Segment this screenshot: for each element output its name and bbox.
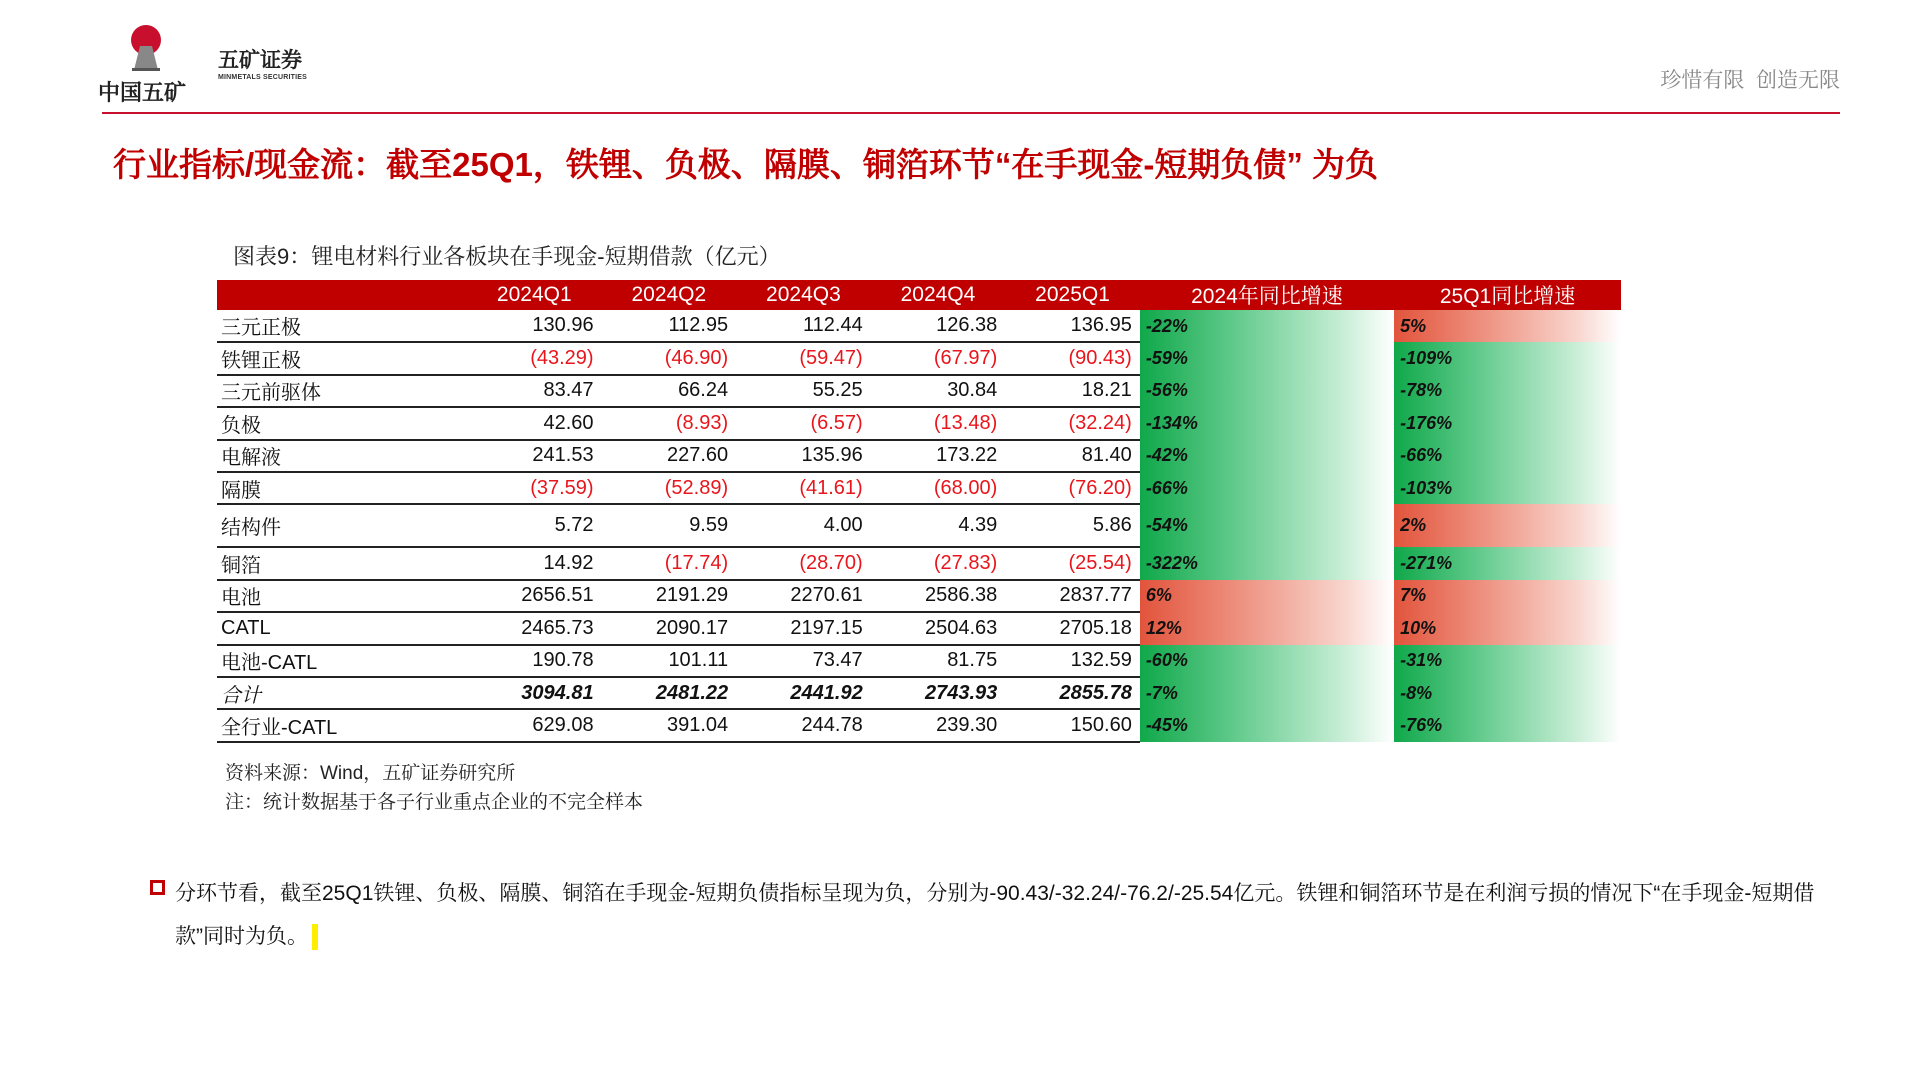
table-header-row bbox=[217, 280, 1621, 310]
yoy-25q1-cell: 2% bbox=[1394, 504, 1621, 547]
summary-text: 分环节看，截至25Q1铁锂、负极、隔膜、铜箔在手现金-短期负债指标呈现为负，分别为-90.43/-32.24/-76.2/-25.54亿元。铁锂和铜箔环节是在利润亏损的情况下“在手现金-短期借款”同时为负。 bbox=[175, 882, 1815, 948]
value-cell: (25.54) bbox=[1005, 547, 1140, 579]
yoy-2024-cell: -59% bbox=[1140, 342, 1394, 374]
value-cell: (67.97) bbox=[871, 342, 1006, 374]
table-caption: 图表9：锂电材料行业各板块在手现金-短期借款（亿元） bbox=[233, 244, 781, 269]
row-label: 结构件 bbox=[217, 504, 467, 547]
slide-title: 行业指标/现金流：截至25Q1，铁锂、负极、隔膜、铜箔环节“在手现金-短期负债” 为负 bbox=[113, 146, 1379, 183]
value-cell: 81.40 bbox=[1005, 440, 1140, 472]
logo-text: 中国五矿 bbox=[98, 80, 187, 105]
yoy-2024-cell: -56% bbox=[1140, 375, 1394, 407]
value-cell: 14.92 bbox=[467, 547, 602, 579]
table-row bbox=[217, 375, 1621, 407]
value-cell: (8.93) bbox=[602, 407, 737, 439]
table-row bbox=[217, 677, 1621, 709]
value-cell: 4.00 bbox=[736, 504, 871, 547]
value-cell: 18.21 bbox=[1005, 375, 1140, 407]
row-label: 铁锂正极 bbox=[217, 342, 467, 374]
row-label: 电解液 bbox=[217, 440, 467, 472]
value-cell: 9.59 bbox=[602, 504, 737, 547]
yoy-2024-cell: -7% bbox=[1140, 677, 1394, 709]
value-cell: (43.29) bbox=[467, 342, 602, 374]
value-cell: 101.11 bbox=[602, 645, 737, 677]
china-minmetals-logo bbox=[98, 24, 198, 104]
column-header bbox=[217, 280, 467, 310]
row-label: 电池-CATL bbox=[217, 645, 467, 677]
value-cell: 83.47 bbox=[467, 375, 602, 407]
column-header: 2024Q2 bbox=[602, 280, 737, 310]
value-cell: 2197.15 bbox=[736, 612, 871, 644]
value-cell: (32.24) bbox=[1005, 407, 1140, 439]
yoy-25q1-cell: -103% bbox=[1394, 472, 1621, 504]
table-row bbox=[217, 310, 1621, 342]
header-divider bbox=[102, 112, 1840, 114]
yoy-25q1-cell: 10% bbox=[1394, 612, 1621, 644]
value-cell: (52.89) bbox=[602, 472, 737, 504]
value-cell: 2837.77 bbox=[1005, 580, 1140, 612]
row-label: 电池 bbox=[217, 580, 467, 612]
value-cell: 2191.29 bbox=[602, 580, 737, 612]
row-label: 三元前驱体 bbox=[217, 375, 467, 407]
yoy-25q1-cell: -176% bbox=[1394, 407, 1621, 439]
table-row bbox=[217, 612, 1621, 644]
value-cell: (6.57) bbox=[736, 407, 871, 439]
value-cell: (27.83) bbox=[871, 547, 1006, 579]
yoy-2024-cell: -45% bbox=[1140, 709, 1394, 741]
value-cell: 2270.61 bbox=[736, 580, 871, 612]
row-label: 全行业-CATL bbox=[217, 709, 467, 741]
value-cell: 2441.92 bbox=[736, 677, 871, 709]
value-cell: 239.30 bbox=[871, 709, 1006, 741]
yoy-2024-cell: -54% bbox=[1140, 504, 1394, 547]
value-cell: (13.48) bbox=[871, 407, 1006, 439]
value-cell: 2090.17 bbox=[602, 612, 737, 644]
value-cell: 55.25 bbox=[736, 375, 871, 407]
value-cell: 3094.81 bbox=[467, 677, 602, 709]
value-cell: 132.59 bbox=[1005, 645, 1140, 677]
table-row bbox=[217, 709, 1621, 741]
slogan: 珍惜有限 创造无限 bbox=[1660, 69, 1840, 92]
value-cell: (41.61) bbox=[736, 472, 871, 504]
value-cell: (28.70) bbox=[736, 547, 871, 579]
value-cell: 135.96 bbox=[736, 440, 871, 472]
value-cell: (90.43) bbox=[1005, 342, 1140, 374]
table-row bbox=[217, 472, 1621, 504]
yoy-2024-cell: -134% bbox=[1140, 407, 1394, 439]
yoy-25q1-cell: -78% bbox=[1394, 375, 1621, 407]
column-header: 25Q1同比增速 bbox=[1394, 280, 1621, 310]
emblem-icon bbox=[126, 24, 166, 72]
column-header: 2024Q1 bbox=[467, 280, 602, 310]
value-cell: (17.74) bbox=[602, 547, 737, 579]
value-cell: (46.90) bbox=[602, 342, 737, 374]
value-cell: 112.95 bbox=[602, 310, 737, 342]
column-header: 2024Q4 bbox=[871, 280, 1006, 310]
value-cell: 2481.22 bbox=[602, 677, 737, 709]
row-label: 铜箔 bbox=[217, 547, 467, 579]
value-cell: 73.47 bbox=[736, 645, 871, 677]
yoy-2024-cell: -42% bbox=[1140, 440, 1394, 472]
value-cell: 126.38 bbox=[871, 310, 1006, 342]
bullet-square-icon bbox=[150, 880, 165, 895]
value-cell: 2504.63 bbox=[871, 612, 1006, 644]
cash-table bbox=[217, 280, 1621, 743]
table-row bbox=[217, 407, 1621, 439]
yoy-2024-cell: -66% bbox=[1140, 472, 1394, 504]
yoy-2024-cell: 12% bbox=[1140, 612, 1394, 644]
value-cell: (59.47) bbox=[736, 342, 871, 374]
value-cell: (76.20) bbox=[1005, 472, 1140, 504]
source-note: 资料来源：Wind，五矿证券研究所 bbox=[225, 763, 516, 784]
table-row bbox=[217, 645, 1621, 677]
yoy-25q1-cell: -76% bbox=[1394, 709, 1621, 741]
value-cell: (37.59) bbox=[467, 472, 602, 504]
yoy-25q1-cell: 7% bbox=[1394, 580, 1621, 612]
yoy-25q1-cell: -66% bbox=[1394, 440, 1621, 472]
summary-paragraph bbox=[175, 872, 1825, 958]
sample-note: 注：统计数据基于各子行业重点企业的不完全样本 bbox=[225, 792, 644, 813]
value-cell: 2855.78 bbox=[1005, 677, 1140, 709]
value-cell: 2743.93 bbox=[871, 677, 1006, 709]
value-cell: 629.08 bbox=[467, 709, 602, 741]
value-cell: 173.22 bbox=[871, 440, 1006, 472]
value-cell: (68.00) bbox=[871, 472, 1006, 504]
brand-name-en: MINMETALS SECURITIES bbox=[218, 74, 308, 81]
value-cell: 42.60 bbox=[467, 407, 602, 439]
row-label: 合计 bbox=[217, 677, 467, 709]
value-cell: 244.78 bbox=[736, 709, 871, 741]
value-cell: 190.78 bbox=[467, 645, 602, 677]
text-cursor bbox=[312, 924, 318, 950]
value-cell: 227.60 bbox=[602, 440, 737, 472]
value-cell: 150.60 bbox=[1005, 709, 1140, 741]
table-row bbox=[217, 342, 1621, 374]
row-label: 三元正极 bbox=[217, 310, 467, 342]
value-cell: 30.84 bbox=[871, 375, 1006, 407]
yoy-2024-cell: -22% bbox=[1140, 310, 1394, 342]
table-row bbox=[217, 440, 1621, 472]
row-label: 隔膜 bbox=[217, 472, 467, 504]
value-cell: 2465.73 bbox=[467, 612, 602, 644]
table-row bbox=[217, 580, 1621, 612]
value-cell: 2656.51 bbox=[467, 580, 602, 612]
value-cell: 112.44 bbox=[736, 310, 871, 342]
yoy-25q1-cell: 5% bbox=[1394, 310, 1621, 342]
value-cell: 81.75 bbox=[871, 645, 1006, 677]
brand-name: 五矿证券 bbox=[218, 49, 302, 72]
value-cell: 241.53 bbox=[467, 440, 602, 472]
yoy-25q1-cell: -271% bbox=[1394, 547, 1621, 579]
yoy-25q1-cell: -31% bbox=[1394, 645, 1621, 677]
value-cell: 4.39 bbox=[871, 504, 1006, 547]
value-cell: 5.72 bbox=[467, 504, 602, 547]
yoy-2024-cell: 6% bbox=[1140, 580, 1394, 612]
value-cell: 136.95 bbox=[1005, 310, 1140, 342]
value-cell: 5.86 bbox=[1005, 504, 1140, 547]
yoy-25q1-cell: -109% bbox=[1394, 342, 1621, 374]
row-label: CATL bbox=[217, 612, 467, 644]
table-row bbox=[217, 504, 1621, 547]
value-cell: 2586.38 bbox=[871, 580, 1006, 612]
yoy-25q1-cell: -8% bbox=[1394, 677, 1621, 709]
table-row bbox=[217, 547, 1621, 579]
value-cell: 130.96 bbox=[467, 310, 602, 342]
column-header: 2024年同比增速 bbox=[1140, 280, 1394, 310]
value-cell: 66.24 bbox=[602, 375, 737, 407]
column-header: 2025Q1 bbox=[1005, 280, 1140, 310]
yoy-2024-cell: -322% bbox=[1140, 547, 1394, 579]
brand bbox=[218, 44, 307, 81]
row-label: 负极 bbox=[217, 407, 467, 439]
value-cell: 391.04 bbox=[602, 709, 737, 741]
yoy-2024-cell: -60% bbox=[1140, 645, 1394, 677]
value-cell: 2705.18 bbox=[1005, 612, 1140, 644]
column-header: 2024Q3 bbox=[736, 280, 871, 310]
